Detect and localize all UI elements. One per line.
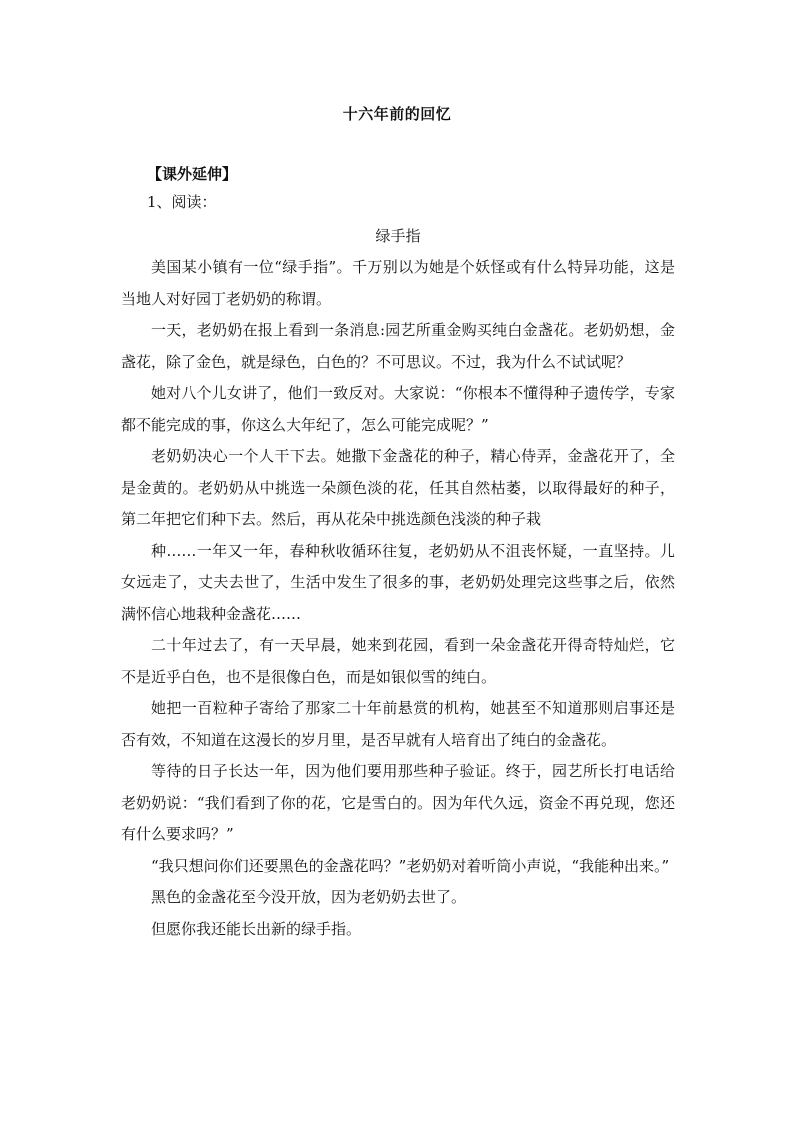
section-label: 【课外延伸】 — [147, 165, 238, 183]
paragraph: 但愿你我还能长出新的绿手指。 — [151, 919, 362, 938]
paragraph: 等待的日子长达一年，因为他们要用那些种子验证。终于，园艺所长打电话给老奶奶说：“我们看到了你的花，它是雪白的。因为年代久远，资金不再兑现，您还有什么要求吗？” — [121, 762, 675, 843]
document-body — [121, 160, 675, 945]
paragraph: 老奶奶决心一个人干下去。她撒下金盏花的种子，精心侍弄，金盏花开了，全是金黄的。老奶奶从中挑选一朵颜色淡的花，任其自然枯萎，以取得最好的种子，第二年把它们种下去。然后，再从花朵中挑选颜色浅淡的种子栽 — [121, 447, 675, 528]
item-label: 1、阅读： — [147, 193, 217, 211]
paragraph: 种……一年又一年，春种秋收循环往复，老奶奶从不沮丧怀疑，一直坚持。儿女远走了，丈夫去世了，生活中发生了很多的事，老奶奶处理完这些事之后，依然满怀信心地栽种金盏花…… — [121, 541, 675, 623]
paragraph: 美国某小镇有一位“绿手指”。千万别以为她是个妖怪或有什么特异功能，这是当地人对好园丁老奶奶的称谓。 — [121, 258, 675, 308]
paragraph: “我只想问你们还要黑色的金盏花吗？”老奶奶对着听筒小声说，“我能种出来。” — [151, 856, 670, 875]
paragraph: 二十年过去了，有一天早晨，她来到花园，看到一朵金盏花开得奇特灿烂，它不是近乎白色，也不是很像白色，而是如银似雪的纯白。 — [121, 636, 675, 686]
document-title: 十六年前的回忆 — [342, 105, 452, 123]
passage-title: 绿手指 — [375, 227, 421, 245]
paragraph: 黑色的金盏花至今没开放，因为老奶奶去世了。 — [151, 888, 467, 906]
paragraph: 她把一百粒种子寄给了那家二十年前悬赏的机构，她甚至不知道那则启事还是否有效，不知道在这漫长的岁月里，是否早就有人培育出了纯白的金盏花。 — [121, 699, 675, 749]
paragraph: 一天，老奶奶在报上看到一条消息:园艺所重金购买纯白金盏花。老奶奶想，金盏花，除了金色，就是绿色，白色的？不可思议。不过，我为什么不试试呢？ — [121, 321, 675, 371]
paragraph: 她对八个儿女讲了，他们一致反对。大家说：“你根本不懂得种子遗传学，专家都不能完成的事，你这么大年纪了，怎么可能完成呢？” — [121, 384, 675, 434]
